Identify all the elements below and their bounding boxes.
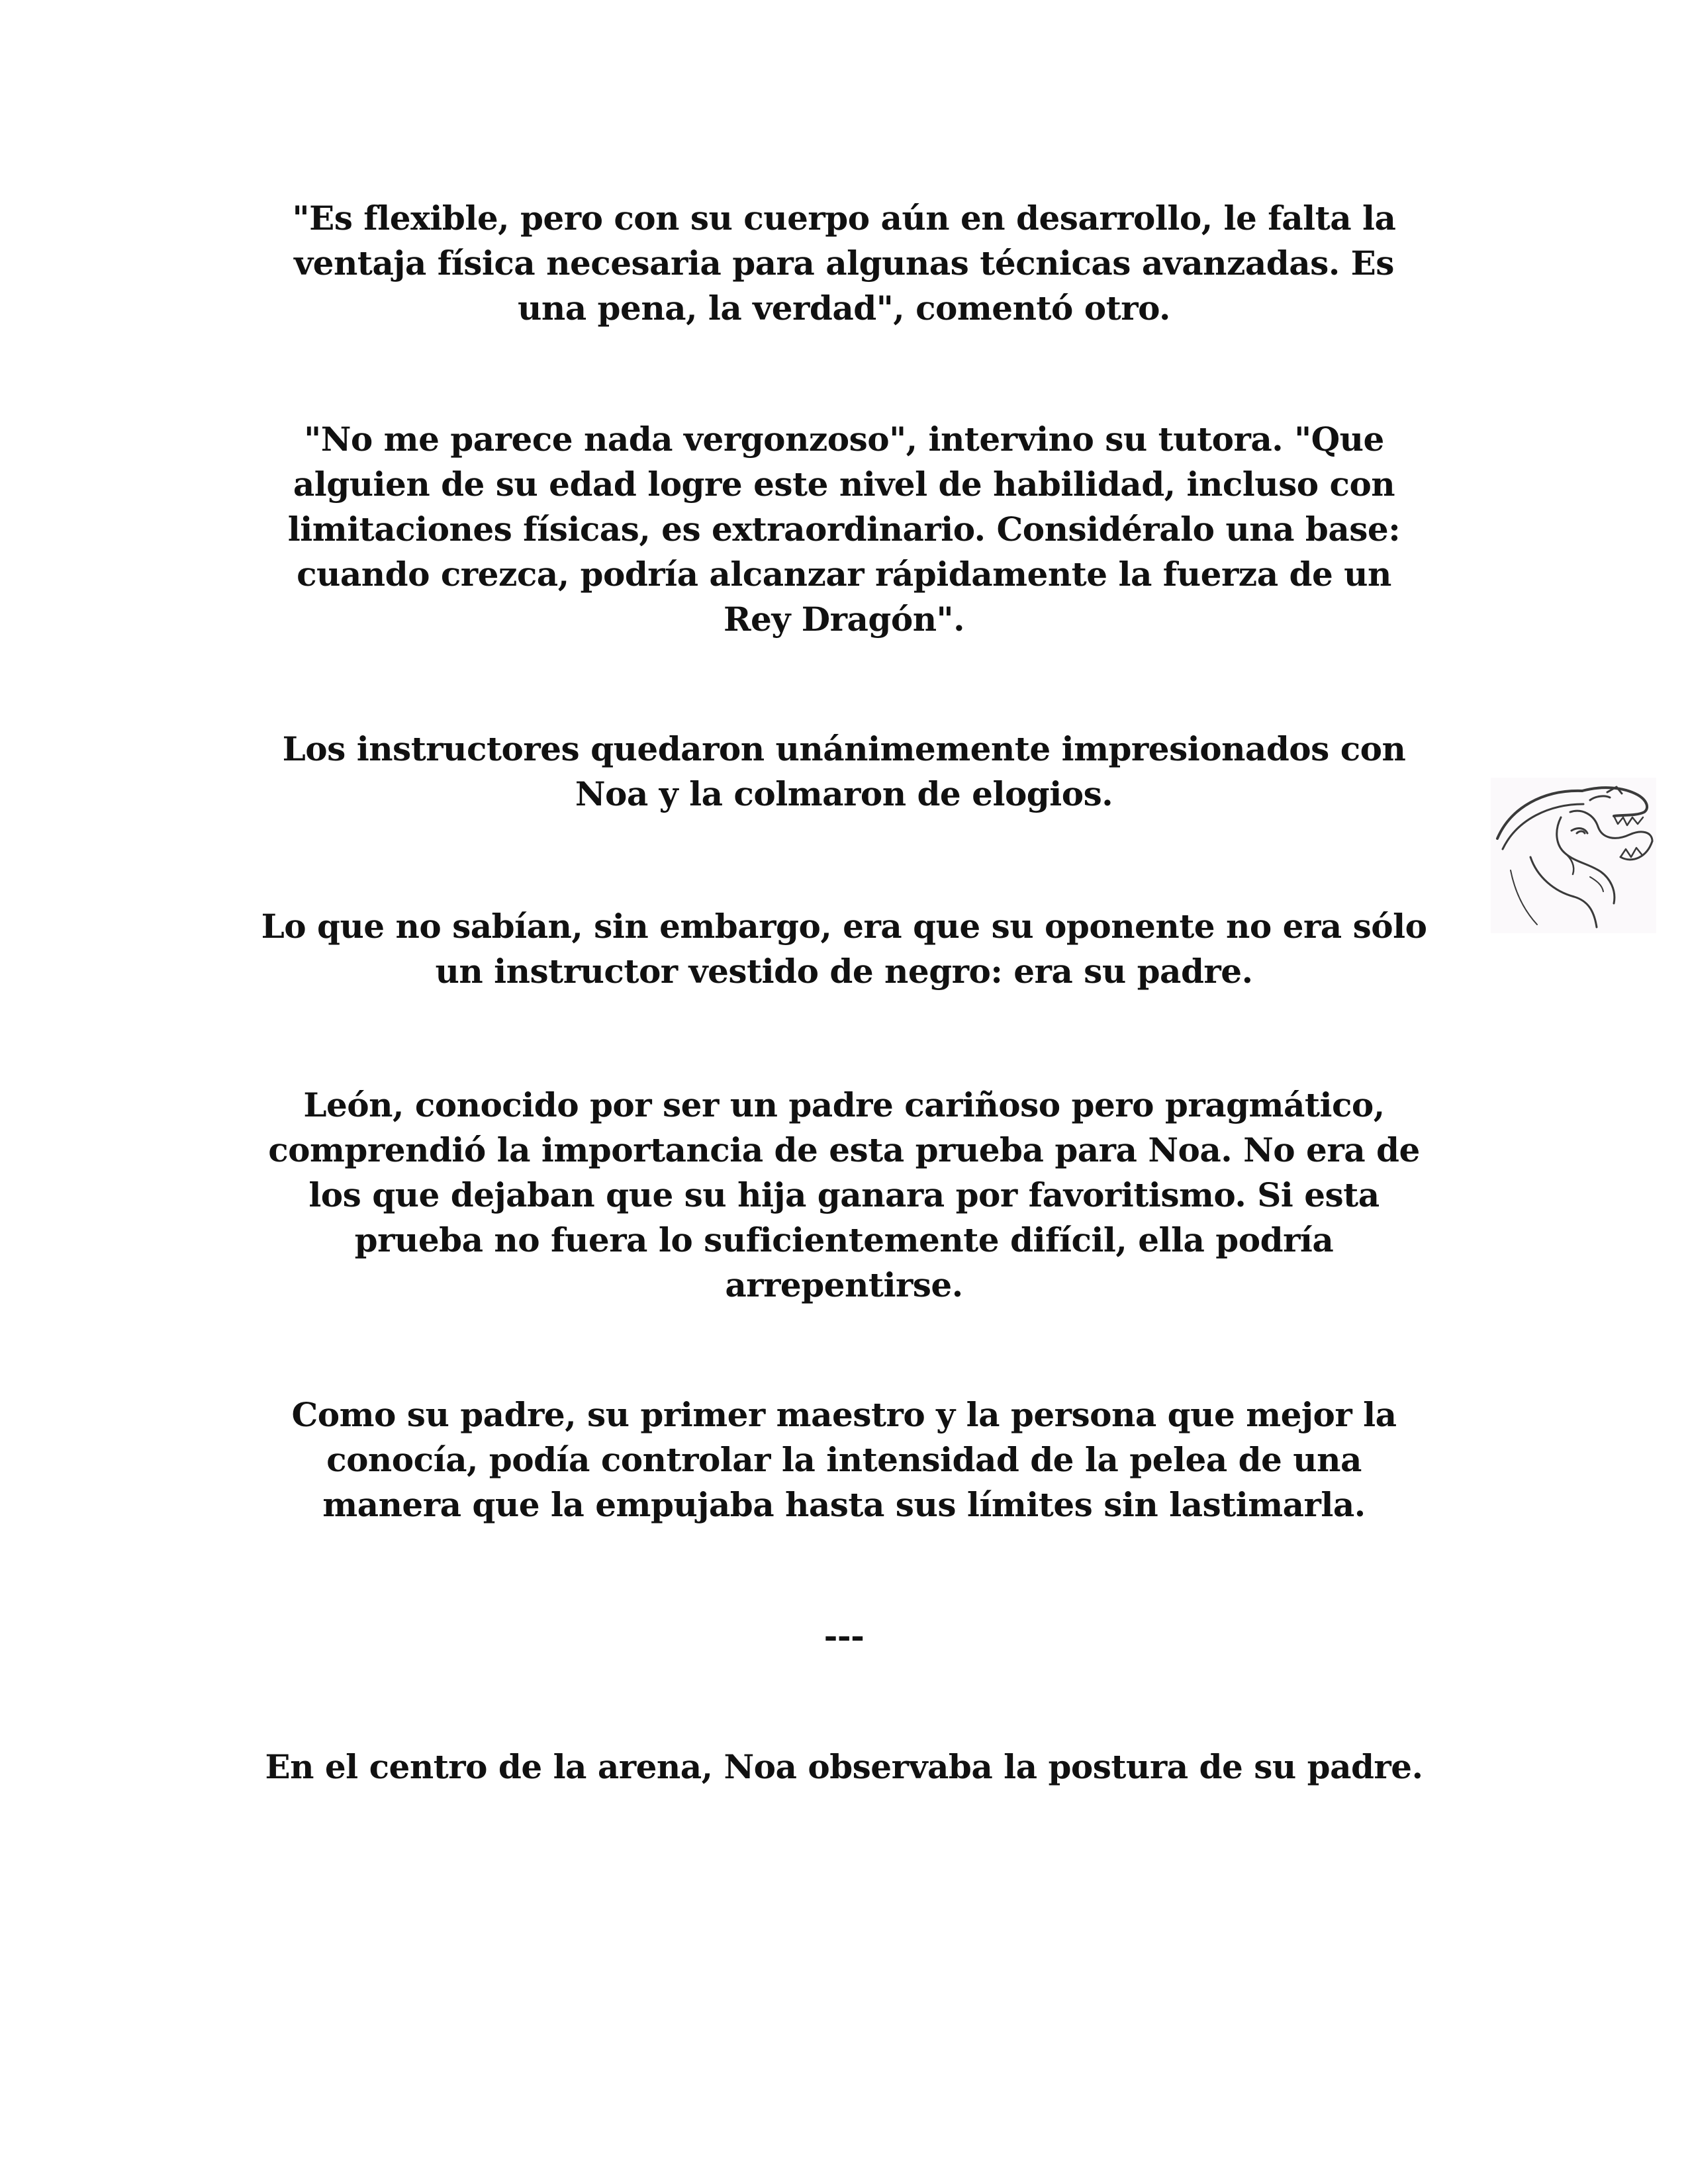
text-line: prueba no fuera lo suficientemente difícil, ella podría [354, 1220, 1334, 1259]
text-line: ventaja física necesaria para algunas técnicas avanzadas. Es [294, 244, 1394, 283]
text-line: manera que la empujaba hasta sus límites sin lastimarla. [322, 1485, 1366, 1524]
paragraph [218, 1392, 1470, 1527]
paragraph [218, 1745, 1470, 1790]
paragraph [218, 727, 1470, 817]
text-line: alguien de su edad logre este nivel de habilidad, incluso con [293, 465, 1395, 504]
text-line: comprendió la importancia de esta prueba para Noa. No era de [268, 1130, 1420, 1169]
text-line: Lo que no sabían, sin embargo, era que su oponente no era sólo [261, 907, 1427, 946]
text-line: una pena, la verdad", comentó otro. [518, 289, 1170, 328]
text-line: Rey Dragón". [723, 600, 965, 639]
text-line: arrepentirse. [725, 1265, 963, 1304]
text-line: un instructor vestido de negro: era su padre. [435, 952, 1253, 991]
paragraph [218, 904, 1470, 994]
dragon-head-sketch-icon [1491, 778, 1656, 933]
text-line: En el centro de la arena, Noa observaba la postura de su padre. [265, 1747, 1423, 1786]
text-line: Noa y la colmaron de elogios. [575, 774, 1113, 813]
text-line: limitaciones físicas, es extraordinario. Considéralo una base: [287, 510, 1401, 549]
scene-break [218, 1614, 1470, 1659]
text-line: cuando crezca, podría alcanzar rápidamente la fuerza de un [297, 555, 1391, 594]
text-line: conocía, podía controlar la intensidad de la pelea de una [326, 1440, 1362, 1479]
paragraph [218, 417, 1470, 642]
text-line: "Es flexible, pero con su cuerpo aún en desarrollo, le falta la [292, 199, 1396, 238]
text-line: --- [823, 1616, 865, 1655]
paragraph [218, 196, 1470, 331]
text-line: los que dejaban que su hija ganara por favoritismo. Si esta [308, 1175, 1380, 1214]
text-line: "No me parece nada vergonzoso", intervino su tutora. "Que [304, 420, 1384, 459]
text-line: Como su padre, su primer maestro y la persona que mejor la [291, 1395, 1397, 1434]
text-line: León, conocido por ser un padre cariñoso pero pragmático, [303, 1085, 1385, 1124]
paragraph [218, 1083, 1470, 1308]
text-line: Los instructores quedaron unánimemente impresionados con [282, 729, 1406, 768]
